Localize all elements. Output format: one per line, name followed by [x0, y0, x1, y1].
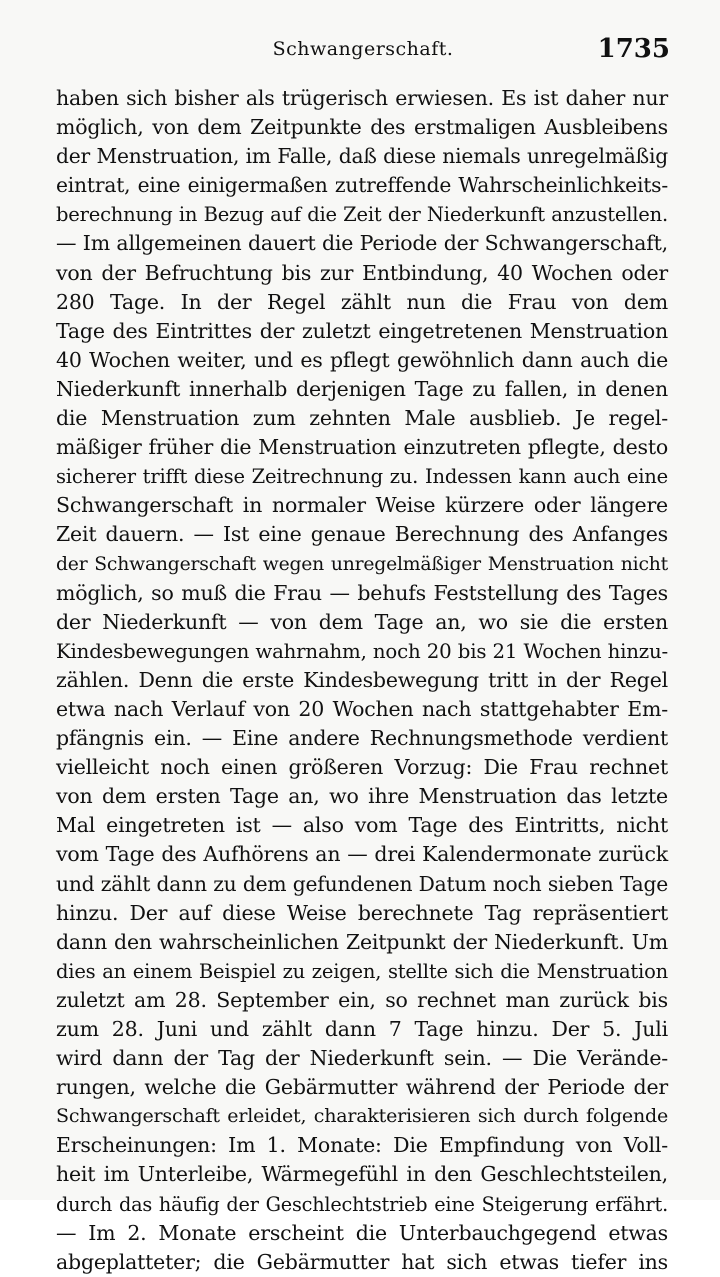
text-line: pfängnis ein. — Eine andere Rechnungsmethode verdient — [56, 726, 668, 751]
text-line: und zählt dann zu dem gefundenen Datum noch sieben Tage — [56, 871, 668, 896]
text-line: — Im 2. Monate erscheint die Unterbauchgegend etwas — [56, 1220, 668, 1245]
text-line: eintrat, eine einigermaßen zutreffende Wahrscheinlichkeits- — [56, 173, 668, 198]
text-line: der Schwangerschaft wegen unregelmäßiger Menstruation nicht — [56, 553, 668, 575]
text-line: 280 Tage. In der Regel zählt nun die Frau von dem — [56, 289, 668, 314]
text-line: heit im Unterleibe, Wärmegefühl in den Geschlechtsteilen, — [56, 1162, 668, 1187]
text-line: abgeplatteter; die Gebärmutter hat sich etwas tiefer ins — [56, 1249, 668, 1274]
text-line: mäßiger früher die Menstruation einzutreten pflegte, desto — [56, 435, 668, 460]
text-line: zum 28. Juni und zählt dann 7 Tage hinzu. Der 5. Juli — [56, 1017, 668, 1041]
text-line: Schwangerschaft in normaler Weise kürzere oder längere — [56, 493, 668, 518]
text-line: dies an einem Beispiel zu zeigen, stellte sich die Menstruation — [56, 959, 668, 983]
text-line: wird dann der Tag der Niederkunft sein. — Die Verände- — [56, 1046, 668, 1071]
text-line: Mal eingetreten ist — also vom Tage des Eintritts, nicht — [56, 813, 668, 838]
text-line: durch das häufig der Geschlechtstrieb eine Steigerung erfährt. — [56, 1192, 668, 1216]
page-number: 1735 — [597, 34, 670, 64]
text-line: vom Tage des Aufhörens an — drei Kalendermonate zurück — [56, 842, 668, 867]
text-line: Kindesbewegungen wahrnahm, noch 20 bis 21 Wochen hinzu- — [56, 639, 668, 663]
text-line: 40 Wochen weiter, und es pflegt gewöhnlich dann auch die — [56, 347, 668, 372]
body-text — [56, 84, 668, 1277]
text-line: rungen, welche die Gebärmutter während der Periode der — [56, 1075, 668, 1100]
text-line: Schwangerschaft erleidet, charakterisieren sich durch folgende — [56, 1105, 668, 1128]
text-line: möglich, so muß die Frau — behufs Feststellung des Tages — [56, 580, 668, 605]
text-line: berechnung in Bezug auf die Zeit der Niederkunft anzustellen. — [56, 203, 668, 227]
text-line: die Menstruation zum zehnten Male ausblieb. Je regel- — [56, 406, 668, 431]
text-line: Tage des Eintrittes der zuletzt eingetretenen Menstruation — [56, 318, 668, 343]
text-line: Erscheinungen: Im 1. Monate: Die Empfindung von Voll- — [56, 1133, 668, 1158]
text-line: dann den wahrscheinlichen Zeitpunkt der Niederkunft. Um — [56, 929, 668, 954]
text-line: etwa nach Verlauf von 20 Wochen nach stattgehabter Em- — [56, 696, 668, 721]
text-line: Zeit dauern. — Ist eine genaue Berechnung des Anfanges — [56, 522, 668, 547]
text-line: haben sich bisher als trügerisch erwiesen. Es ist daher nur — [56, 86, 668, 110]
text-line: Niederkunft innerhalb derjenigen Tage zu fallen, in denen — [56, 376, 668, 401]
running-title: Schwangerschaft. — [272, 38, 454, 60]
text-line: vielleicht noch einen größeren Vorzug: Die Frau rechnet — [56, 755, 668, 780]
text-line: hinzu. Der auf diese Weise berechnete Tag repräsentiert — [56, 900, 668, 925]
text-line: von der Befruchtung bis zur Entbindung, 40 Wochen oder — [56, 260, 668, 285]
text-line: der Niederkunft — von dem Tage an, wo sie die ersten — [56, 609, 668, 634]
text-line: zählen. Denn die erste Kindesbewegung tritt in der Regel — [56, 667, 668, 692]
text-line: von dem ersten Tage an, wo ihre Menstruation das letzte — [56, 784, 668, 809]
text-line: der Menstruation, im Falle, daß diese niemals unregelmäßig — [56, 144, 668, 169]
text-line: — Im allgemeinen dauert die Periode der Schwangerschaft, — [56, 231, 668, 256]
text-line: zuletzt am 28. September ein, so rechnet man zurück bis — [56, 987, 668, 1012]
page-header — [56, 34, 670, 68]
text-line: möglich, von dem Zeitpunkte des erstmaligen Ausbleibens — [56, 115, 668, 140]
text-line: sicherer trifft diese Zeitrechnung zu. Indessen kann auch eine — [56, 465, 668, 489]
